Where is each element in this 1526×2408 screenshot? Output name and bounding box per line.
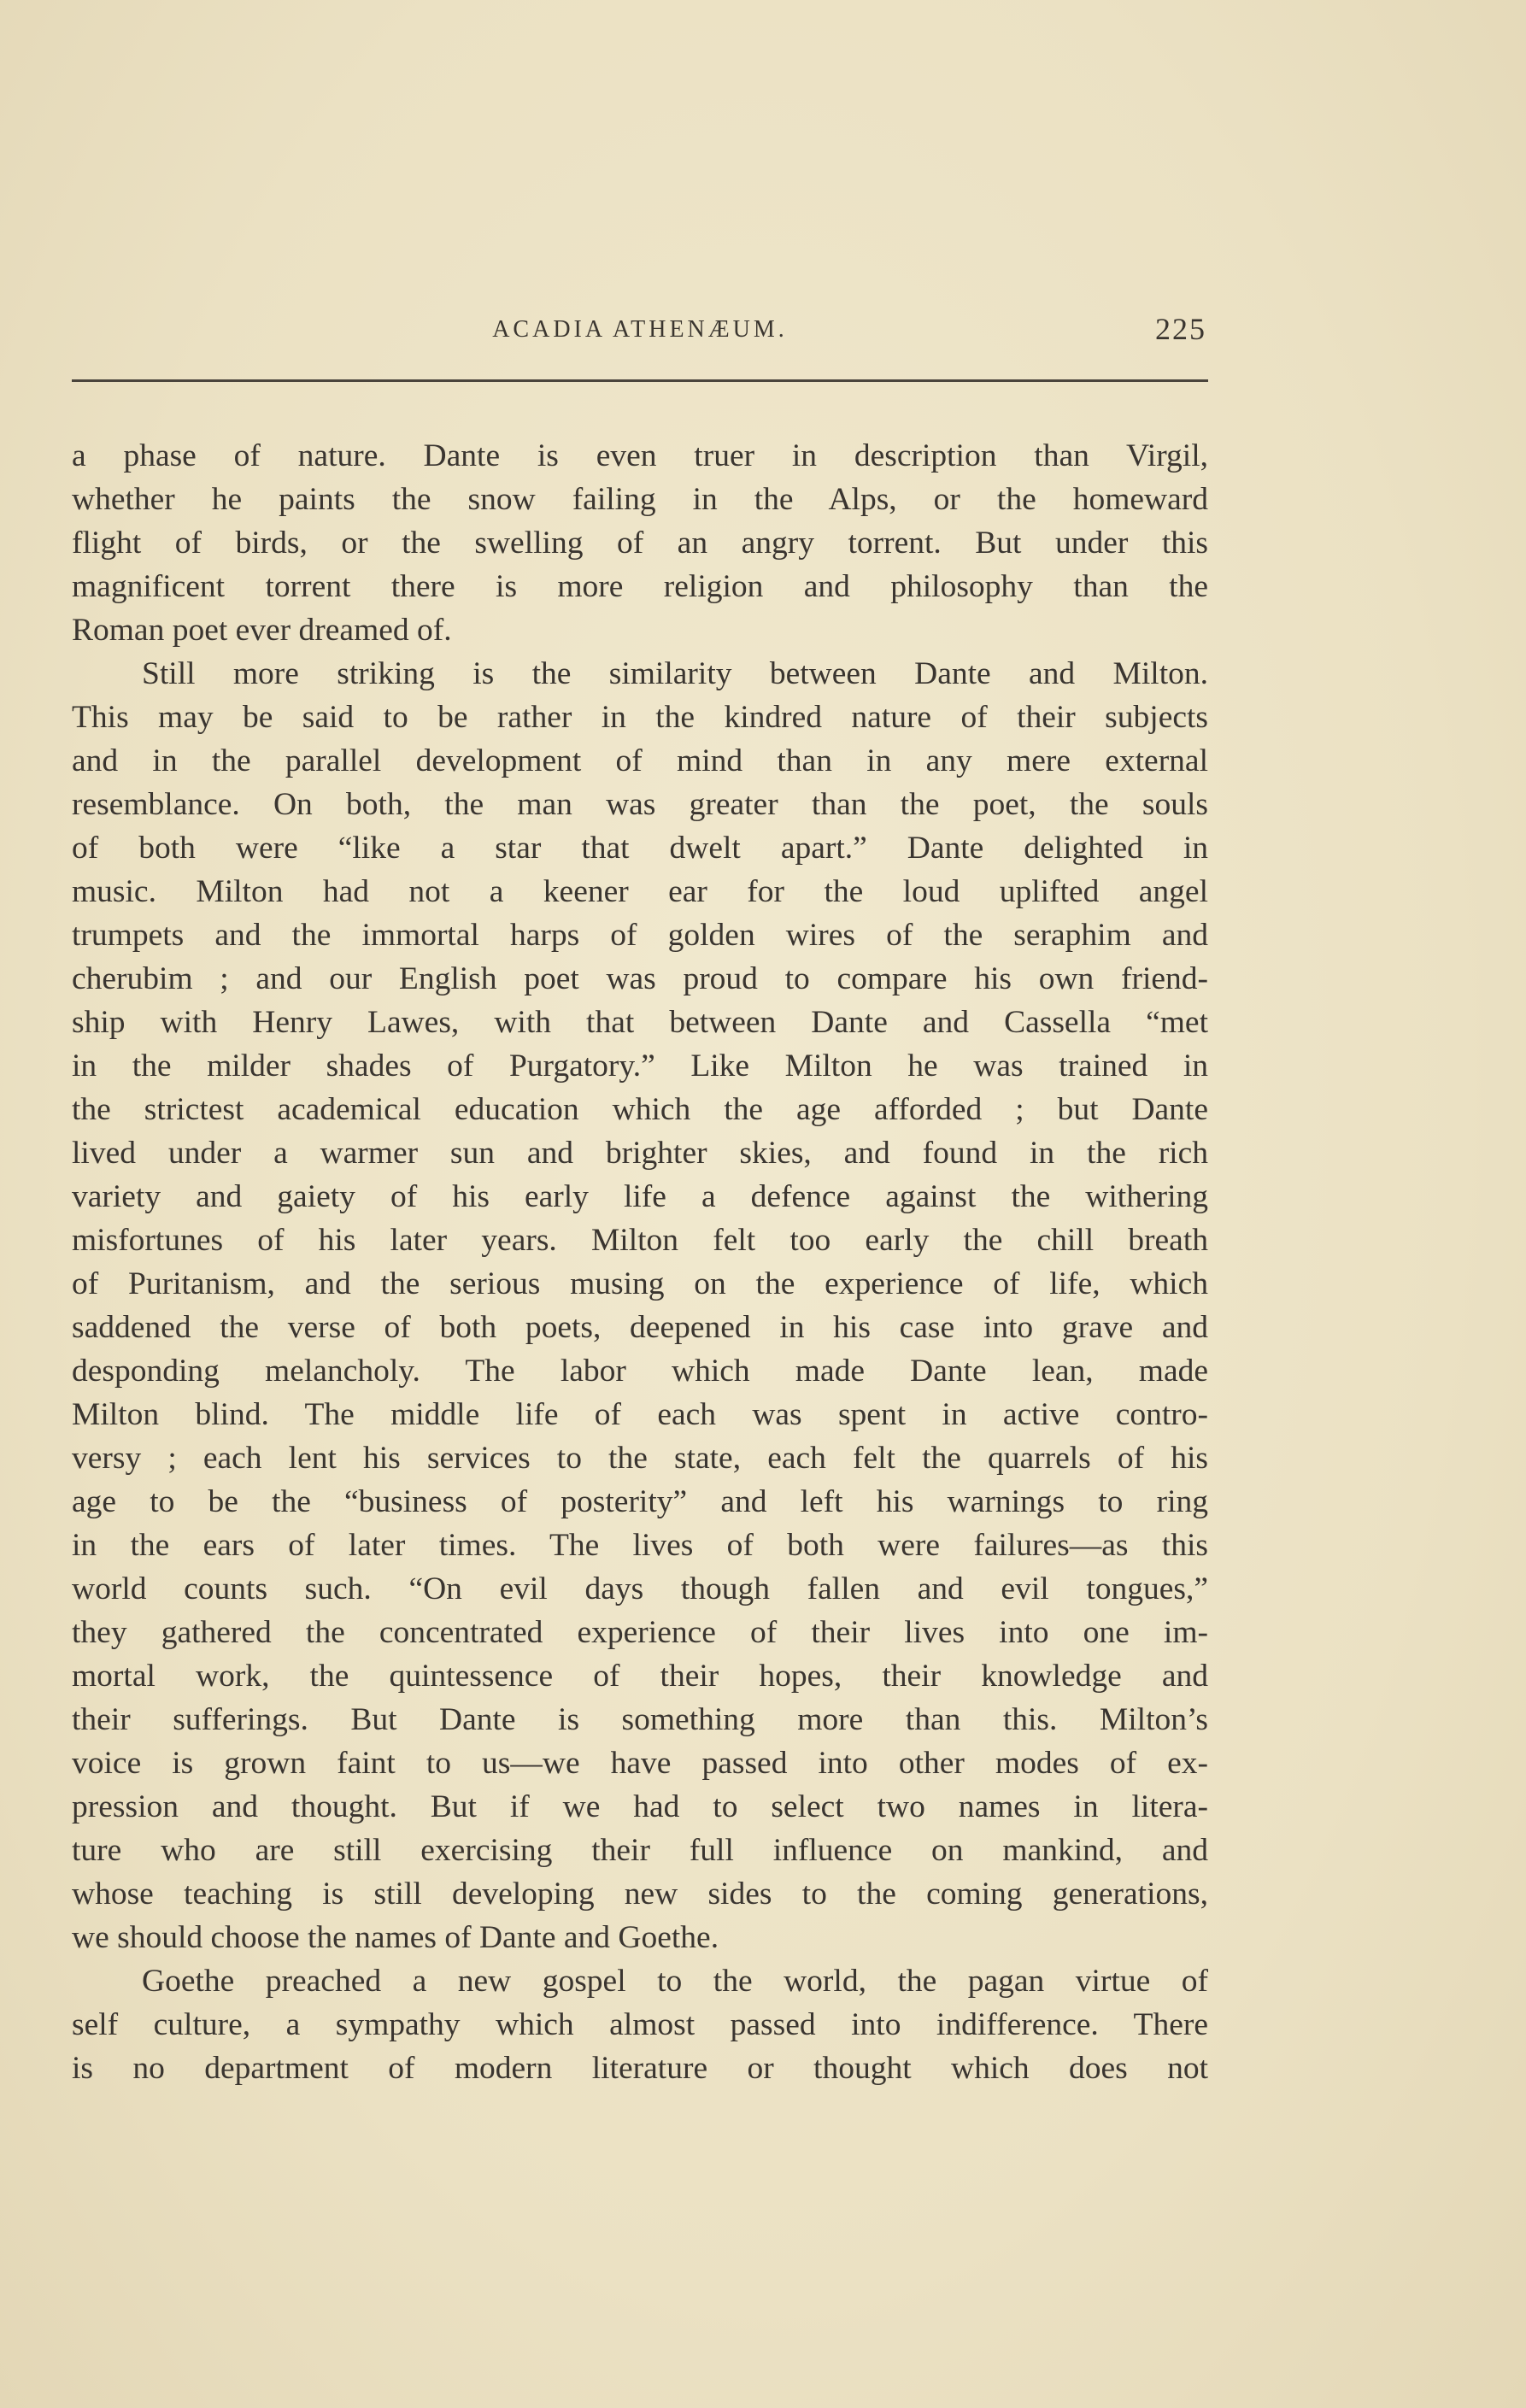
text-line: music. Milton had not a keener ear for the loud uplifted angel bbox=[72, 874, 1208, 909]
text-line: in the ears of later times. The lives of both were failures—as this bbox=[72, 1528, 1208, 1563]
text-line: lived under a warmer sun and brighter skies, and found in the rich bbox=[72, 1136, 1208, 1171]
text-line: Milton blind. The middle life of each was spent in active contro- bbox=[72, 1397, 1208, 1432]
text-line: self culture, a sympathy which almost passed into indifference. There bbox=[72, 2007, 1208, 2042]
text-line: Roman poet ever dreamed of. bbox=[72, 613, 452, 648]
text-line: versy ; each lent his services to the state, each felt the quarrels of his bbox=[72, 1441, 1208, 1476]
text-line: their sufferings. But Dante is something more than this. Milton’s bbox=[72, 1702, 1208, 1737]
text-line: we should choose the names of Dante and Goethe. bbox=[72, 1920, 719, 1955]
text-line: trumpets and the immortal harps of golden wires of the seraphim and bbox=[72, 918, 1208, 953]
text-line: and in the parallel development of mind than in any mere external bbox=[72, 743, 1208, 778]
text-line: cherubim ; and our English poet was proud to compare his own friend- bbox=[72, 961, 1208, 996]
text-line: whether he paints the snow failing in the Alps, or the homeward bbox=[72, 482, 1208, 517]
text-line: in the milder shades of Purgatory.” Like Milton he was trained in bbox=[72, 1048, 1208, 1084]
text-line: saddened the verse of both poets, deepened in his case into grave and bbox=[72, 1310, 1208, 1345]
text-line: mortal work, the quintessence of their hopes, their knowledge and bbox=[72, 1659, 1208, 1694]
text-line: Still more striking is the similarity between Dante and Milton. bbox=[142, 656, 1208, 691]
text-line: magnificent torrent there is more religion and philosophy than the bbox=[72, 569, 1208, 604]
text-line: ture who are still exercising their full influence on mankind, and bbox=[72, 1833, 1208, 1868]
text-line: Goethe preached a new gospel to the world, the pagan virtue of bbox=[142, 1964, 1208, 1999]
text-line: variety and gaiety of his early life a defence against the withering bbox=[72, 1179, 1208, 1214]
text-line: ship with Henry Lawes, with that between Dante and Cassella “met bbox=[72, 1005, 1208, 1040]
text-line: misfortunes of his later years. Milton felt too early the chill breath bbox=[72, 1223, 1208, 1258]
page-header bbox=[72, 311, 1208, 362]
text-line: of both were “like a star that dwelt apart.” Dante delighted in bbox=[72, 831, 1208, 866]
text-line: the strictest academical education which the age afforded ; but Dante bbox=[72, 1092, 1208, 1127]
text-line: world counts such. “On evil days though fallen and evil tongues,” bbox=[72, 1571, 1208, 1606]
text-line: age to be the “business of posterity” and left his warnings to ring bbox=[72, 1484, 1208, 1519]
text-line: pression and thought. But if we had to select two names in litera- bbox=[72, 1789, 1208, 1824]
text-line: they gathered the concentrated experience of their lives into one im- bbox=[72, 1615, 1208, 1650]
body-text bbox=[72, 434, 1208, 2090]
text-line: voice is grown faint to us—we have passed into other modes of ex- bbox=[72, 1746, 1208, 1781]
header-rule bbox=[72, 379, 1208, 382]
text-line: of Puritanism, and the serious musing on the experience of life, which bbox=[72, 1266, 1208, 1301]
text-line: is no department of modern literature or thought which does not bbox=[72, 2051, 1208, 2086]
running-title: ACADIA ATHENÆUM. bbox=[492, 316, 788, 343]
text-line: resemblance. On both, the man was greater than the poet, the souls bbox=[72, 787, 1208, 822]
text-line: flight of birds, or the swelling of an angry torrent. But under this bbox=[72, 526, 1208, 561]
text-line: a phase of nature. Dante is even truer in description than Virgil, bbox=[72, 438, 1208, 473]
text-line: This may be said to be rather in the kindred nature of their subjects bbox=[72, 700, 1208, 735]
text-line: whose teaching is still developing new sides to the coming generations, bbox=[72, 1876, 1208, 1912]
text-line: desponding melancholy. The labor which made Dante lean, made bbox=[72, 1354, 1208, 1389]
page-number: 225 bbox=[1155, 312, 1206, 346]
